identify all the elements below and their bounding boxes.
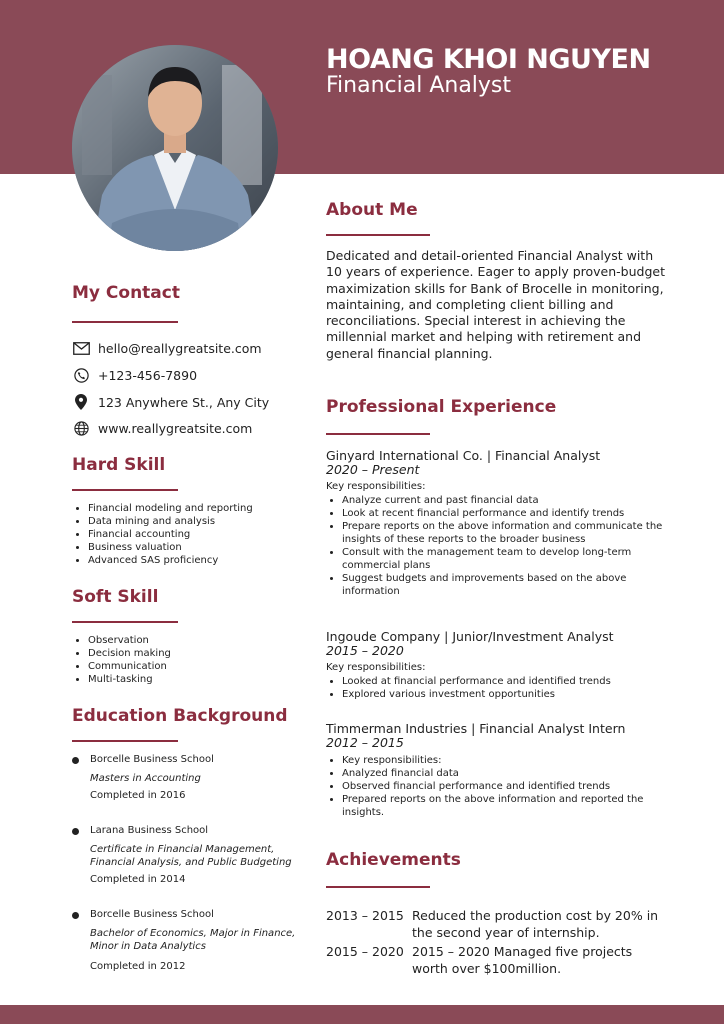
contact-phone — [72, 366, 197, 384]
education-degree: Masters in Accounting — [90, 773, 201, 784]
education-completed: Completed in 2016 — [90, 790, 186, 801]
contact-phone-text: +123-456-7890 — [98, 367, 198, 383]
job-dates: 2020 – Present — [326, 462, 420, 477]
education-completed: Completed in 2014 — [90, 874, 186, 885]
job-dates: 2015 – 2020 — [326, 643, 404, 658]
list-item: Prepare reports on the above information and communicate the insights of these reports to the broader business — [326, 520, 666, 546]
soft-skill-rule — [72, 621, 178, 623]
contact-address-text: 123 Anywhere St., Any City — [98, 394, 270, 410]
job-key-label: Key responsibilities: — [326, 481, 426, 492]
achievement-text: Reduced the production cost by 20% in the second year of internship. — [412, 908, 659, 940]
contact-website-text: www.reallygreatsite.com — [98, 420, 253, 436]
hard-skill-title: Hard Skill — [72, 455, 166, 475]
education-entry — [72, 909, 302, 973]
achievement-years: 2015 – 2020 — [326, 944, 404, 959]
education-entry — [72, 825, 302, 887]
list-item: Analyzed financial data — [326, 767, 666, 780]
job-title: Timmerman Industries | Financial Analyst Intern — [326, 721, 626, 736]
experience-title: Professional Experience — [326, 397, 557, 417]
list-item: Looked at financial performance and identified trends — [326, 675, 666, 688]
job-title: Ginyard International Co. | Financial Analyst — [326, 448, 601, 463]
globe-icon — [72, 419, 90, 437]
contact-rule — [72, 321, 178, 323]
education-completed: Completed in 2012 — [90, 961, 186, 972]
list-item: Financial modeling and reporting — [72, 502, 253, 515]
list-item: Prepared reports on the above information and reported the insights. — [326, 793, 666, 819]
list-item: Analyze current and past financial data — [326, 494, 666, 507]
education-degree: Bachelor of Economics, Major in Finance, Minor in Data Analytics — [90, 928, 296, 952]
contact-website — [72, 419, 252, 437]
job-responsibilities — [326, 754, 666, 819]
job-responsibilities — [326, 675, 666, 701]
profile-photo — [72, 45, 278, 251]
list-item: Communication — [72, 660, 171, 673]
location-pin-icon — [72, 393, 90, 411]
list-item: Consult with the management team to develop long-term commercial plans — [326, 546, 666, 572]
list-item: Observation — [72, 634, 171, 647]
list-item: Business valuation — [72, 541, 253, 554]
list-item: Advanced SAS proficiency — [72, 554, 253, 567]
list-item: Decision making — [72, 647, 171, 660]
hard-skill-rule — [72, 489, 178, 491]
job-key-label: Key responsibilities: — [326, 662, 426, 673]
bullet-dot — [72, 912, 79, 919]
list-item: Key responsibilities: — [326, 754, 666, 767]
soft-skill-list — [72, 634, 171, 686]
contact-email-text: hello@reallygreatsite.com — [98, 340, 262, 356]
job-title: Ingoude Company | Junior/Investment Analyst — [326, 629, 614, 644]
about-title: About Me — [326, 200, 418, 220]
list-item: Financial accounting — [72, 528, 253, 541]
soft-skill-title: Soft Skill — [72, 587, 159, 607]
education-school: Borcelle Business School — [90, 909, 214, 920]
education-school: Borcelle Business School — [90, 754, 214, 765]
contact-email — [72, 339, 262, 357]
hard-skill-list — [72, 502, 253, 567]
mail-icon — [72, 339, 90, 357]
list-item: Observed financial performance and identified trends — [326, 780, 666, 793]
education-title: Education Background — [72, 706, 288, 726]
job-dates: 2012 – 2015 — [326, 735, 404, 750]
list-item: Explored various investment opportunities — [326, 688, 666, 701]
bullet-dot — [72, 828, 79, 835]
about-text: Dedicated and detail-oriented Financial Analyst with 10 years of experience. Eager to apply proven-budget maximization skills for Bank of Brocelle in monitoring, maintaining, and completing client billing and reconciliations. Special interest in achieving the millennial market and helping with retirement and general financial planning. — [326, 248, 665, 361]
contact-address — [72, 393, 269, 411]
experience-rule — [326, 433, 430, 435]
bullet-dot — [72, 757, 79, 764]
achievement-years: 2013 – 2015 — [326, 908, 404, 923]
education-rule — [72, 740, 178, 742]
list-item: Look at recent financial performance and identify trends — [326, 507, 666, 520]
contact-title: My Contact — [72, 283, 180, 303]
education-degree: Certificate in Financial Management, Financial Analysis, and Public Budgeting — [90, 844, 292, 868]
list-item: Data mining and analysis — [72, 515, 253, 528]
list-item: Suggest budgets and improvements based on the above information — [326, 572, 666, 598]
phone-icon — [72, 366, 90, 384]
education-school: Larana Business School — [90, 825, 209, 836]
education-entry — [72, 754, 302, 806]
job-responsibilities — [326, 494, 666, 598]
achievements-title: Achievements — [326, 850, 461, 870]
footer-band — [0, 1005, 724, 1024]
about-rule — [326, 234, 430, 236]
achievement-text: 2015 – 2020 Managed five projects worth over $100million. — [412, 944, 633, 976]
achievements-rule — [326, 886, 430, 888]
resume-role: Financial Analyst — [326, 73, 512, 98]
resume-name: HOANG KHOI NGUYEN — [326, 44, 651, 75]
list-item: Multi-tasking — [72, 673, 171, 686]
